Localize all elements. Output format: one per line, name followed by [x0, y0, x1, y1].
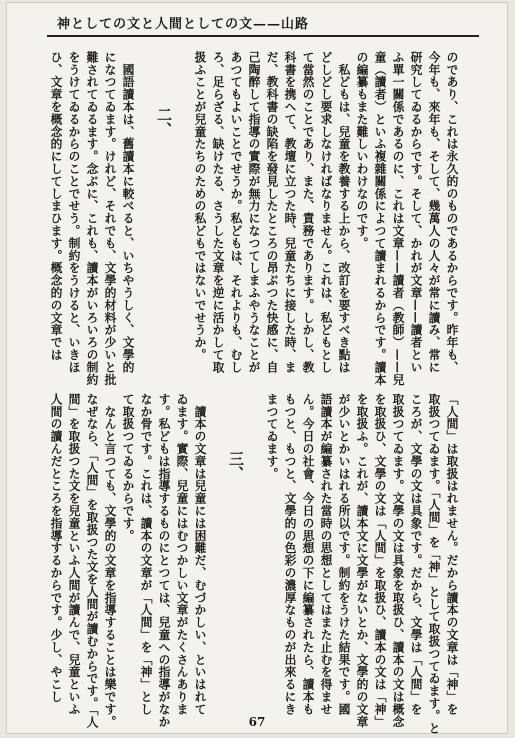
text-line: なか骨です。これは、讀本の文章が「人間」を「神」とし: [139, 393, 153, 716]
text-line: 間」を取扱つた文を兒童といふ人間が讀んで、兒童といふ: [67, 393, 81, 716]
header-rule: [47, 35, 479, 37]
text-line: 科書を携へて、教壇に立つた時、兒童たちに接した時、ま: [283, 51, 297, 374]
upper-text-block: [47, 51, 459, 386]
text-line: 國語讀本は、舊讀本に較べると、いちやうしく、文學的: [121, 51, 135, 374]
text-line: をうけてゐるからのことでせう。制約をうけると、いきほ: [67, 51, 81, 374]
text-line: なんと言つても、文學的の文章を指導することは樂です。: [103, 393, 117, 728]
text-line: あつてもよいことでせうか。私どもは、それよりも、むし: [229, 51, 243, 374]
text-line: を取扱ふ。これが、讀本文に文學がないとか、文學的の文章: [355, 393, 369, 728]
text-line: ふ單一關係であるのに、これは文章——讀者（教師）——兒: [391, 51, 405, 386]
document-page: [6, 2, 508, 734]
page-number: 67: [248, 715, 266, 729]
text-line: 童（讀者）といふ複雜關係によつて讀まれるからです。讀本: [373, 51, 387, 386]
section-heading-three: 三、: [227, 451, 245, 481]
text-line: だ、教科書の缺陷を發見したところの昂ぶつた快感に、自: [265, 51, 279, 374]
text-line: 今年も、來年も、そして、幾萬人の人々が常に讀み、常に: [427, 51, 441, 374]
text-line: もつと、もつと、文學的の色彩の濃厚なものが出來るにき: [283, 393, 297, 716]
text-line: ころが、文學の文は具象です。だから、文學は「人間」を: [409, 393, 423, 716]
text-line: ゐます。實際、兒童にはむつかしい文章がたくさんありま: [175, 393, 189, 716]
text-line: 私どもは、兒童を教養する上から、改訂を要すべき點は: [337, 51, 351, 374]
text-line: ろ、足らざる、缺けたる、さうした文章を逆に活かして取: [211, 51, 225, 374]
text-line: て取扱つてゐるからです。: [121, 393, 135, 542]
text-line: 難されてゐるます。念ぶに、これも、讀本がいろいろの制約: [85, 51, 99, 386]
text-line: の編纂もまた難しいわけなのです。: [355, 51, 369, 250]
text-line: になつてゐます。けれど、それでも、文學的材料が少いと批: [103, 51, 117, 386]
text-line: を取扱ひ、文學の文は「人間」を取扱ひ、讀本の文は「神」: [373, 393, 387, 728]
text-line: 己陶醉して指導の實際が無力になつてしまふやうなことが: [247, 51, 261, 374]
section-heading-two: 二、: [155, 107, 173, 137]
text-line: まつてゐます。: [265, 393, 279, 480]
text-line: 扱ふことが兒童たちのための私どもではないでせうか。: [193, 51, 207, 361]
text-line: す。私どもは指導するものにとつては、兒童への指導がなか: [157, 393, 171, 728]
text-line: 取扱つてゐます。「人間」を「神」として取扱つてゐます。と: [427, 393, 441, 735]
text-line: 讀本の文章は兒童には困難だ、むづかしい、といはれて: [193, 393, 207, 716]
text-line: ひ、文章を概念的にしてしまひます。概念的の文章では: [49, 51, 63, 361]
text-line: どしどし要求しなければなりません。これは、私どもとし: [319, 51, 333, 374]
text-line: のであり、これは永久的のものであるからです。昨年も、: [445, 51, 459, 374]
text-line: 取扱つてゐます。文學の文は具象を取扱ひ、讀本の文は概念: [391, 393, 405, 728]
text-line: 「人間」は取扱はれません。だから讀本の文章は「神」を: [445, 393, 459, 716]
text-line: なぜなら、「人間」を取扱つた文を人間が讀むからです。「人: [85, 393, 99, 729]
running-header: 神としての文と人間としての文——山路: [57, 17, 310, 32]
text-line: が少いとかいはれる所以です。制約をうけた結果です。國: [337, 393, 351, 716]
text-line: て當然のことであり、また、責務であります。しかし、教: [301, 51, 315, 374]
text-line: 語讀本が編纂された當時の思想としてはまた止むを得ませ: [319, 393, 333, 716]
text-line: 研究してゐるからです。そして、かれが文章——讀者とい: [409, 51, 423, 374]
text-line: 人間の讀んだところを指導するからです。少し、やこし: [49, 393, 63, 703]
text-line: ん。今日の社會、今日の思想の下に編纂されたら、讀本も: [301, 393, 315, 716]
